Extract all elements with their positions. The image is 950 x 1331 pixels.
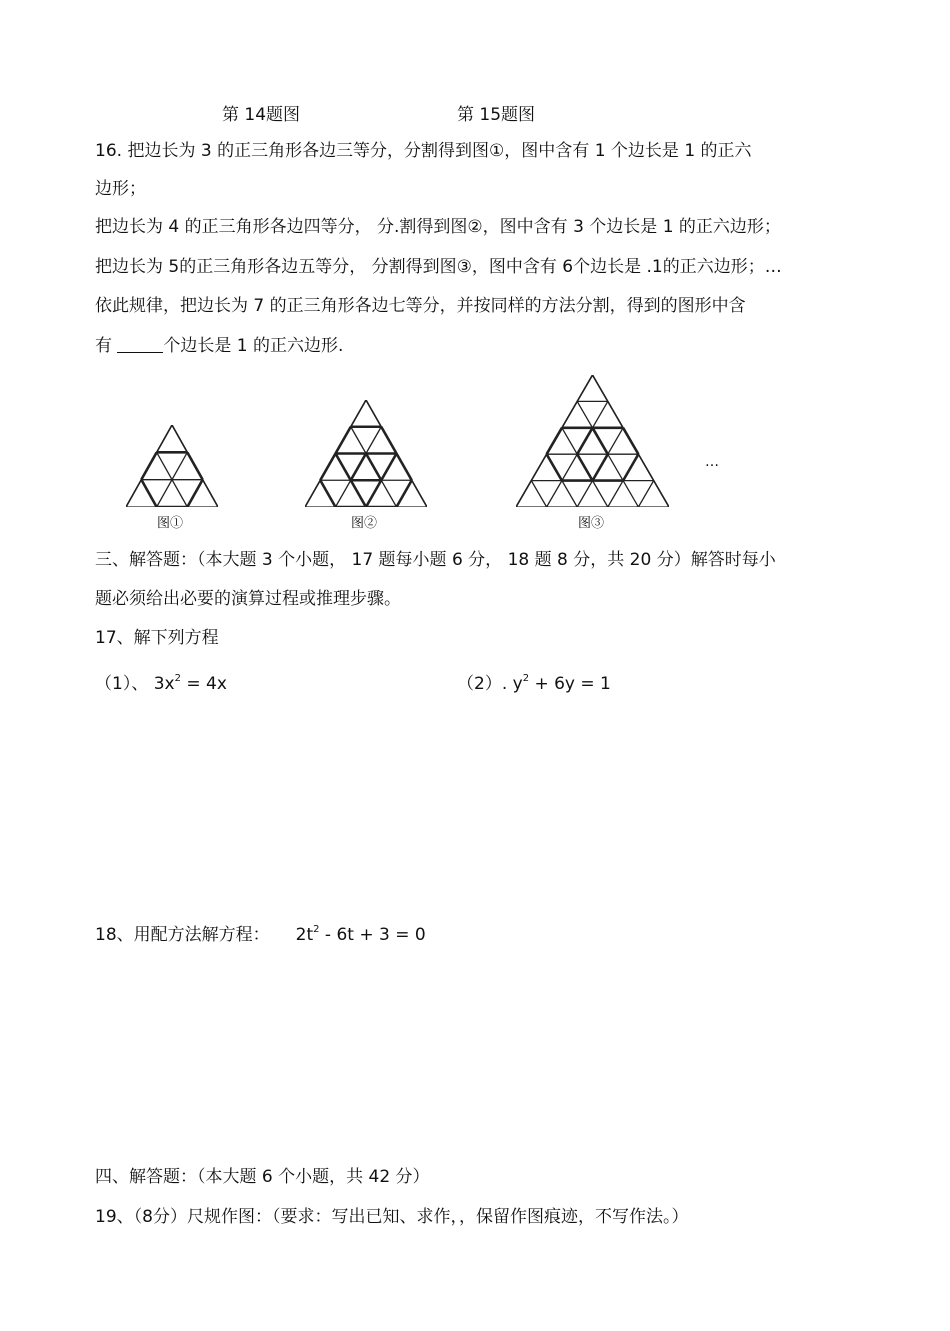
ellipsis: … [705, 454, 719, 470]
hexagon-edge [623, 428, 638, 454]
hexagon-edge [547, 454, 562, 480]
q18-eq-rest: - 6t + 3 = 0 [319, 925, 426, 945]
fig14-caption: 第 14题图 [222, 105, 301, 125]
hexagon-edge [351, 480, 366, 507]
hexagon-edge [187, 480, 202, 507]
grid-line [638, 481, 653, 507]
q16-line6-prefix: 有 [95, 336, 118, 356]
q16-line5: 依此规律，把边长为 7 的正三角形各边七等分，并按同样的方法分割，得到的图形中含 [95, 296, 746, 316]
hexagon-edge [547, 428, 562, 454]
fig15-caption: 第 15题图 [457, 105, 536, 125]
hexagon-edge [336, 454, 351, 481]
hexagon-edge [397, 480, 412, 507]
hexagon-edge [593, 428, 608, 454]
q18-line [95, 918, 426, 947]
hexagon-edge [141, 480, 156, 507]
q16-line6 [95, 334, 343, 358]
q18-label: 18、用配方法解方程： [95, 925, 270, 945]
hexagon-edge [593, 454, 608, 480]
q17-part2-rest: + 6y = 1 [529, 674, 611, 694]
q16-line6-suffix: 个边长是 1 的正六边形. [163, 336, 344, 356]
hexagon-edge [366, 454, 381, 481]
hexagon-edge [577, 454, 592, 480]
hexagon-edge [320, 480, 335, 507]
q17-title: 17、解下列方程 [95, 628, 219, 648]
hexagon-edge [187, 452, 202, 479]
q16-line1: 16. 把边长为 3 的正三角形各边三等分，分割得到图①，图中含有 1 个边长是 1 的正六 [95, 141, 752, 161]
q17-part2-exponent: 2 [522, 673, 530, 684]
q17-part1-label: （1）、 3x [95, 674, 175, 694]
fig-label-2: 图② [351, 516, 378, 531]
hexagon-edge [623, 454, 638, 480]
section3-line2: 题必须给出必要的演算过程或推理步骤。 [95, 589, 401, 609]
q16-line4: 把边长为 5的正三角形各边五等分， 分割得到图③，图中含有 6个边长是 .1的正六边形；… [95, 257, 782, 277]
triangle-figure-2 [305, 400, 427, 507]
q16-line2: 边形； [95, 179, 146, 199]
hexagon-edge [141, 452, 156, 479]
fig-label-3: 图③ [578, 516, 605, 531]
hexagon-edge [381, 427, 396, 454]
triangle-figure-1 [126, 425, 218, 507]
q19-line: 19、（8分）尺规作图：（要求：写出已知、求作，，保留作图痕迹，不写作法。） [95, 1207, 689, 1227]
q17-part1-rest: = 4x [180, 674, 227, 694]
q17-part2-label: （2）. y [457, 674, 523, 694]
q18-eq-exponent: 2 [313, 924, 320, 935]
q17-part1 [95, 667, 227, 696]
hexagon-edge [351, 454, 366, 481]
hexagon-edge [577, 428, 592, 454]
section3-line1: 三、解答题：（本大题 3 个小题， 17 题每小题 6 分， 18 题 8 分，共 20 分）解答时每小 [95, 550, 776, 570]
grid-line [531, 481, 546, 507]
fig-label-1: 图① [157, 516, 184, 531]
answer-blank [117, 336, 163, 353]
hexagon-edge [320, 454, 335, 481]
hexagon-edge [366, 480, 381, 507]
section4-line: 四、解答题：（本大题 6 个小题，共 42 分） [95, 1167, 430, 1187]
hexagon-edge [336, 427, 351, 454]
q18-eq-a: 2t [295, 925, 314, 945]
triangle-figure-3 [516, 375, 669, 507]
q17-part1-exponent: 2 [174, 673, 181, 684]
hexagon-edge [397, 454, 412, 481]
hexagon-edge [381, 454, 396, 481]
q17-part2 [457, 667, 611, 696]
q16-line3: 把边长为 4 的正三角形各边四等分， 分.割得到图②，图中含有 3 个边长是 1 的正六边形； [95, 217, 781, 237]
